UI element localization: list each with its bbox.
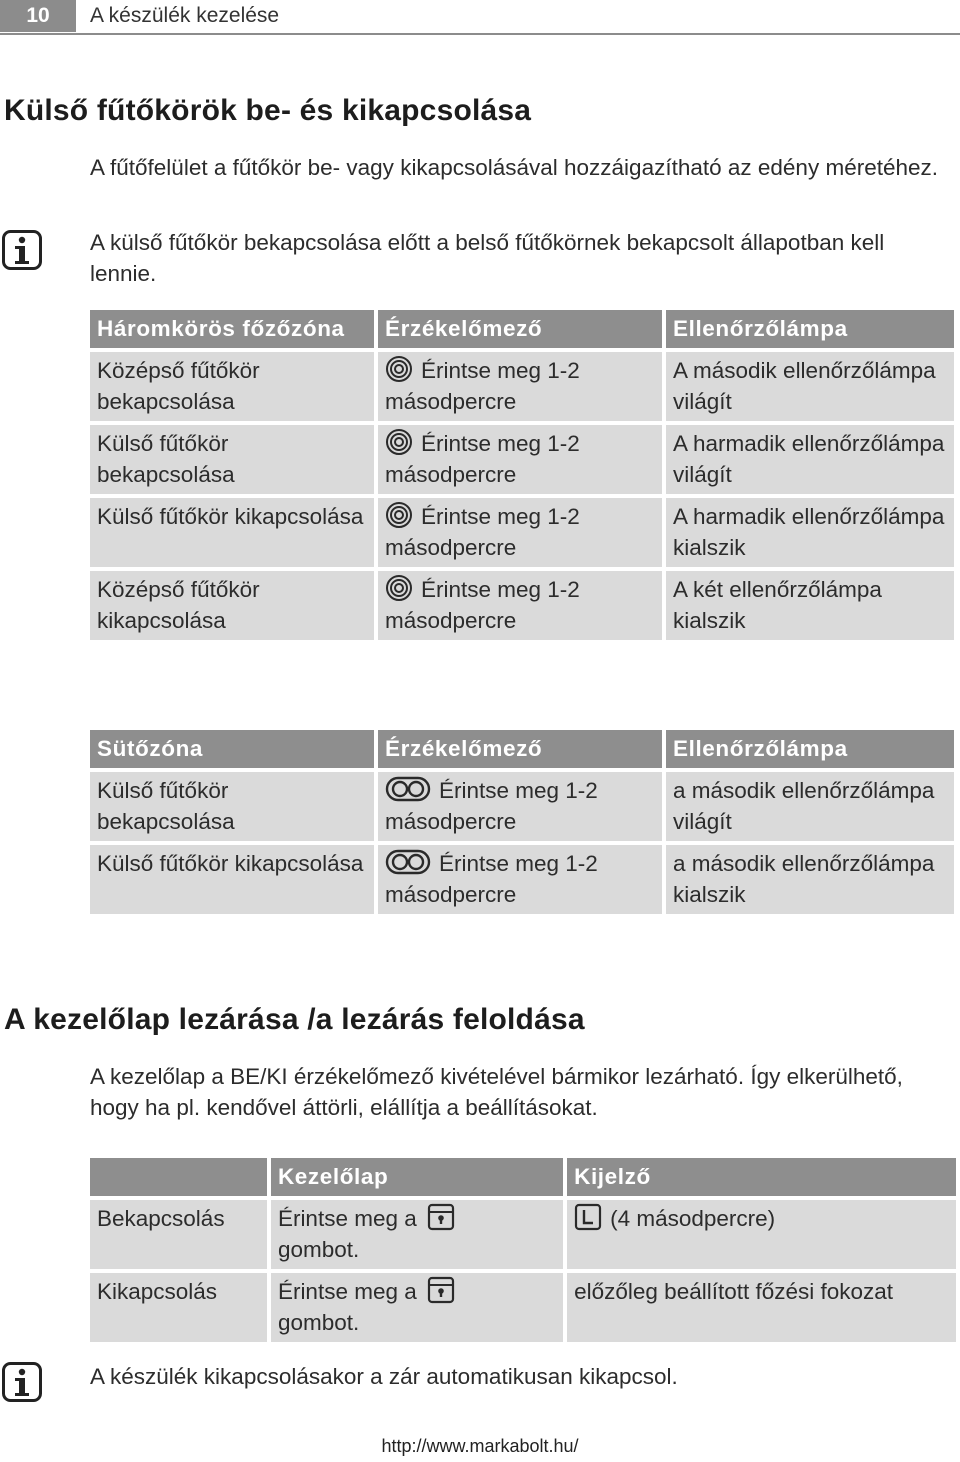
display-l-icon: [574, 1203, 602, 1231]
table-cell: Külső fűtőkör bekapcsolása: [90, 772, 374, 841]
table-cell: Külső fűtőkör bekapcsolása: [90, 425, 374, 494]
triple-ring-sensor-icon: [385, 574, 413, 602]
section-intro: A kezelőlap a BE/KI érzékelőmező kivételével bármikor lezárható. Így elkerülhető, hogy ha pl. kendővel áttörli, elállítja a beállításokat.: [90, 1064, 903, 1120]
table-cell: Érintse meg 1-2 másodpercre: [378, 571, 662, 640]
table-cell: Külső fűtőkör kikapcsolása: [90, 498, 374, 567]
table-cell: Érintse meg a gombot.: [271, 1273, 563, 1342]
triple-ring-sensor-icon: [385, 428, 413, 456]
table-header: Érzékelőmező: [378, 730, 662, 768]
lock-key-icon: [427, 1203, 455, 1231]
table-cell: Kikapcsolás: [90, 1273, 267, 1342]
table-cell: A harmadik ellenőrzőlámpa világít: [666, 425, 954, 494]
table-cell: A harmadik ellenőrzőlámpa kialszik: [666, 498, 954, 567]
table-cell: Érintse meg 1-2 másodpercre: [378, 425, 662, 494]
table-row: [90, 1273, 956, 1342]
table-header: Ellenőrzőlámpa: [666, 730, 954, 768]
table-cell: Érintse meg 1-2 másodpercre: [378, 845, 662, 914]
table-row: [90, 772, 954, 841]
oval-zone-sensor-icon: [385, 775, 431, 803]
header-divider: [0, 33, 960, 35]
triple-zone-table: [86, 306, 958, 644]
table-cell: Érintse meg 1-2 másodpercre: [378, 498, 662, 567]
table-cell: Középső fűtőkör bekapcsolása: [90, 352, 374, 421]
info-note: A külső fűtőkör bekapcsolása előtt a belső fűtőkörnek bekapcsolt állapotban kell lennie.: [90, 230, 885, 286]
table-cell: A két ellenőrzőlámpa kialszik: [666, 571, 954, 640]
table-cell: Érintse meg 1-2 másodpercre: [378, 352, 662, 421]
table-cell: Külső fűtőkör kikapcsolása: [90, 845, 374, 914]
section-intro: A fűtőfelület a fűtőkör be- vagy kikapcsolásával hozzáigazítható az edény méretéhez.: [90, 155, 939, 180]
table-cell: Középső fűtőkör kikapcsolása: [90, 571, 374, 640]
page-number: 10: [0, 0, 76, 32]
page-header: [0, 0, 960, 34]
table-cell: a második ellenőrzőlámpa kialszik: [666, 845, 954, 914]
table-row: [90, 498, 954, 567]
table-header: Sütőzóna: [90, 730, 374, 768]
table-header: Kijelző: [567, 1158, 956, 1196]
table-row: [90, 1200, 956, 1269]
table-cell: (4 másodpercre): [567, 1200, 956, 1269]
triple-ring-sensor-icon: [385, 501, 413, 529]
table-row: [90, 571, 954, 640]
oval-zone-table: [86, 726, 958, 918]
table-row: [90, 352, 954, 421]
table-cell: Bekapcsolás: [90, 1200, 267, 1269]
table-header: Ellenőrzőlámpa: [666, 310, 954, 348]
info-note: A készülék kikapcsolásakor a zár automatikusan kikapcsol.: [90, 1364, 678, 1389]
lock-table: [86, 1154, 960, 1346]
table-cell: Érintse meg a gombot.: [271, 1200, 563, 1269]
table-header: Háromkörös főzőzóna: [90, 310, 374, 348]
triple-ring-sensor-icon: [385, 355, 413, 383]
table-row: [90, 425, 954, 494]
oval-zone-sensor-icon: [385, 848, 431, 876]
info-icon: [2, 1362, 42, 1402]
table-cell: a második ellenőrzőlámpa világít: [666, 772, 954, 841]
table-cell: A második ellenőrzőlámpa világít: [666, 352, 954, 421]
section-heading-control-lock: A kezelőlap lezárása /a lezárás feloldása: [4, 1003, 585, 1036]
lock-key-icon: [427, 1276, 455, 1304]
table-header: Érzékelőmező: [378, 310, 662, 348]
info-icon: [2, 230, 42, 270]
table-header: Kezelőlap: [271, 1158, 563, 1196]
table-row: [90, 845, 954, 914]
table-header: [90, 1158, 267, 1196]
chapter-title: A készülék kezelése: [90, 4, 280, 27]
table-cell: Érintse meg 1-2 másodpercre: [378, 772, 662, 841]
footer-url[interactable]: http://www.markabolt.hu/: [381, 1436, 579, 1456]
table-cell: előzőleg beállított főzési fokozat: [567, 1273, 956, 1342]
section-heading-outer-rings: Külső fűtőkörök be- és kikapcsolása: [4, 94, 532, 127]
